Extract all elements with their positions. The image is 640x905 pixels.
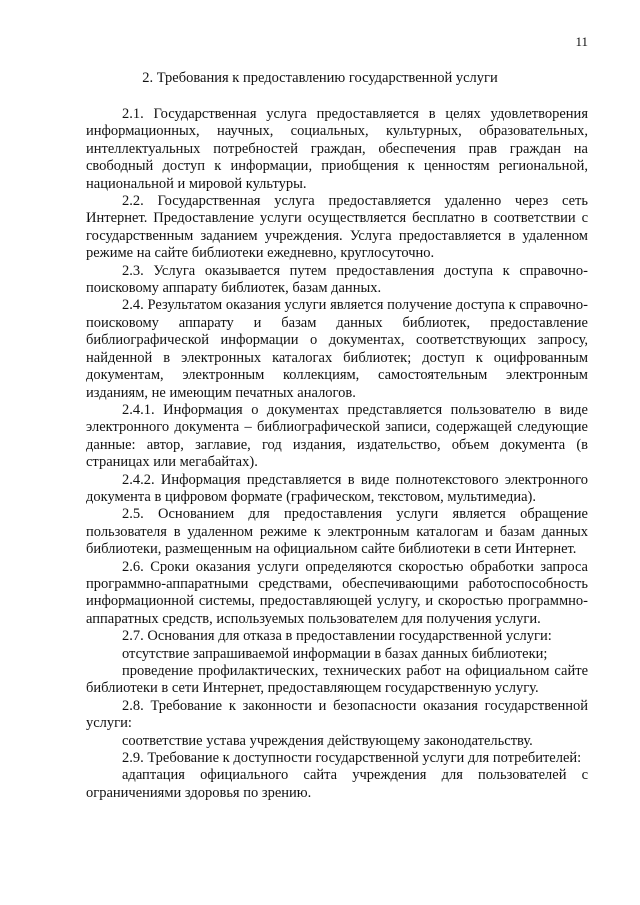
paragraph-2-6: 2.6. Сроки оказания услуги определяются скоростью обработки запроса программно-аппаратными средствами, обеспечивающими работоспособность информационной системы, предоставляющей услугу, и скоростью программно-аппаратных средств, используемых пользователем для получения услуги.: [86, 558, 588, 627]
refusal-reason-1: отсутствие запрашиваемой информации в базах данных библиотеки;: [122, 645, 548, 662]
paragraph-2-3: 2.3. Услуга оказывается путем предоставления доступа к справочно-поисковому аппарату библиотек, базам данных.: [86, 262, 588, 297]
paragraph-2-1: 2.1. Государственная услуга предоставляется в целях удовлетворения информационных, научных, социальных, культурных, образовательных, интеллектуальных потребностей граждан, обеспечения прав граждан на свободный доступ к информации, приобщения к ценностям региональной, национальной и мировой культуры.: [86, 106, 588, 192]
accessibility-requirement: адаптация официального сайта учреждения для пользователей с ограничениями здоровья по зрению.: [86, 767, 588, 801]
paragraph-2-4-2: 2.4.2. Информация представляется в виде полнотекстового электронного документа в цифровом формате (графическом, текстовом, мультимедиа).: [86, 471, 588, 505]
paragraph-2-4: 2.4. Результатом оказания услуги является получение доступа к справочно-поисковому аппарату и базам данных библиотек, предоставление библиографической информации о документах, соответствующих запросу, найденной в электронных каталогах библиотек; доступ к оцифрованным документам, электронным коллекциям, самостоятельным электронным изданиям, не имеющим печатных аналогов.: [86, 297, 588, 401]
paragraph-2-8: 2.8. Требование к законности и безопасности оказания государственной услуги:: [86, 697, 588, 732]
paragraph-2-5: 2.5. Основанием для предоставления услуги является обращение пользователя в удаленном режиме к электронным каталогам и базам данных библиотеки, размещенным на официальном сайте библиотеки в сети Интернет.: [86, 506, 588, 558]
paragraph-2-9: 2.9. Требование к доступности государственной услуги для потребителей:: [122, 750, 582, 767]
paragraph-2-2: 2.2. Государственная услуга предоставляется удаленно через сеть Интернет. Предоставление услуги осуществляется бесплатно в соответствии с государственным заданием учреждения. Услуга предоставляется в удаленном режиме на сайте библиотеки ежедневно, круглосуточно.: [86, 193, 588, 262]
legality-requirement: соответствие устава учреждения действующему законодательству.: [122, 732, 533, 749]
section-title: 2. Требования к предоставлению государственной услуги: [142, 70, 498, 86]
page-number: 11: [575, 34, 588, 49]
paragraph-2-7: 2.7. Основания для отказа в предоставлении государственной услуги:: [122, 628, 552, 645]
refusal-reason-2: проведение профилактических, технических работ на официальном сайте библиотеки в сети Интернет, предоставляющем государственную услугу.: [86, 663, 588, 697]
document-body: [86, 106, 588, 802]
paragraph-2-4-1: 2.4.1. Информация о документах представляется пользователю в виде электронного документа – библиографической записи, содержащей следующие данные: автор, заглавие, год издания, издательство, объем документа (в страницах или мегабайтах).: [86, 401, 588, 471]
